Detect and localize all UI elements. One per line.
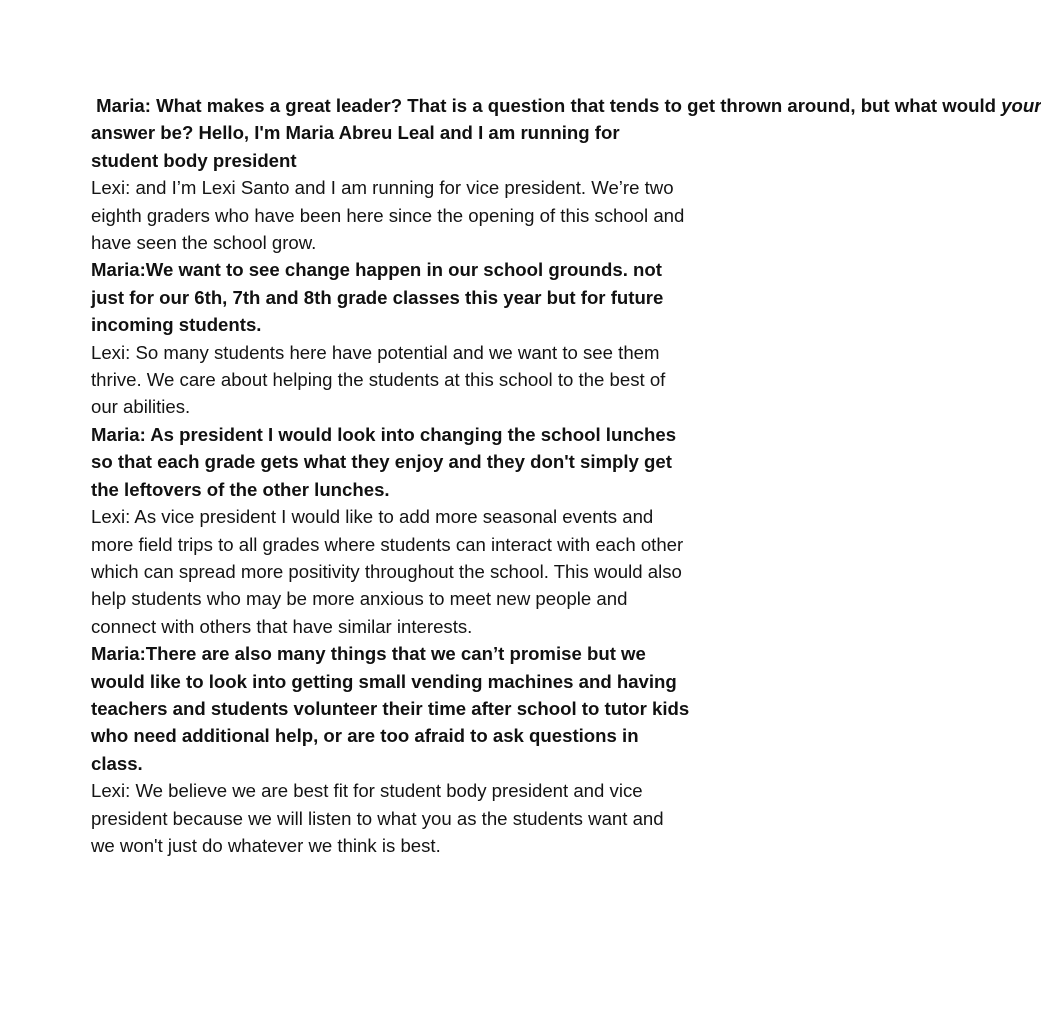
lexi-paragraph-2: Lexi: So many students here have potential and we want to see them thrive. We care about helping the students at this school to the best of our abilities. [91,341,666,418]
lexi-paragraph-3: Lexi: As vice president I would like to add more seasonal events and more field trips to all grades where students can interact with each other which can spread more positivity throughout the school. This would also help students who may be more anxious to meet new people and connect with others that have similar interests. [91,506,684,637]
maria-paragraph-1-rest: answer be? Hello, I'm Maria Abreu Leal and I am running for student body president [91,122,620,171]
lexi-paragraph-4: Lexi: We believe we are best fit for student body president and vice president because we will listen to what you as the students want and we won't just do whatever we think is best. [91,780,664,856]
maria-paragraph-3: Maria: As president I would look into changing the school lunches so that each grade gets what they enjoy and they don't simply get the leftovers of the other lunches. [91,423,677,500]
document-page [91,92,1041,859]
maria-paragraph-1-emphasis: your [1001,95,1041,116]
maria-paragraph-1-lead: Maria: What makes a great leader? That is a question that tends to get thrown around, but what would [91,95,1002,116]
maria-paragraph-4: Maria:There are also many things that we can’t promise but we would like to look into getting small vending machines and having teachers and students volunteer their time after school to tutor kids who need additional help, or are too afraid to ask questions in class. [91,643,690,774]
lexi-paragraph-1: Lexi: and I’m Lexi Santo and I am running for vice president. We’re two eighth graders who have been here since the opening of this school and have seen the school grow. [91,177,685,254]
maria-paragraph-1 [91,92,1041,174]
maria-paragraph-2: Maria:We want to see change happen in our school grounds. not just for our 6th, 7th and 8th grade classes this year but for future incoming students. [91,259,664,336]
